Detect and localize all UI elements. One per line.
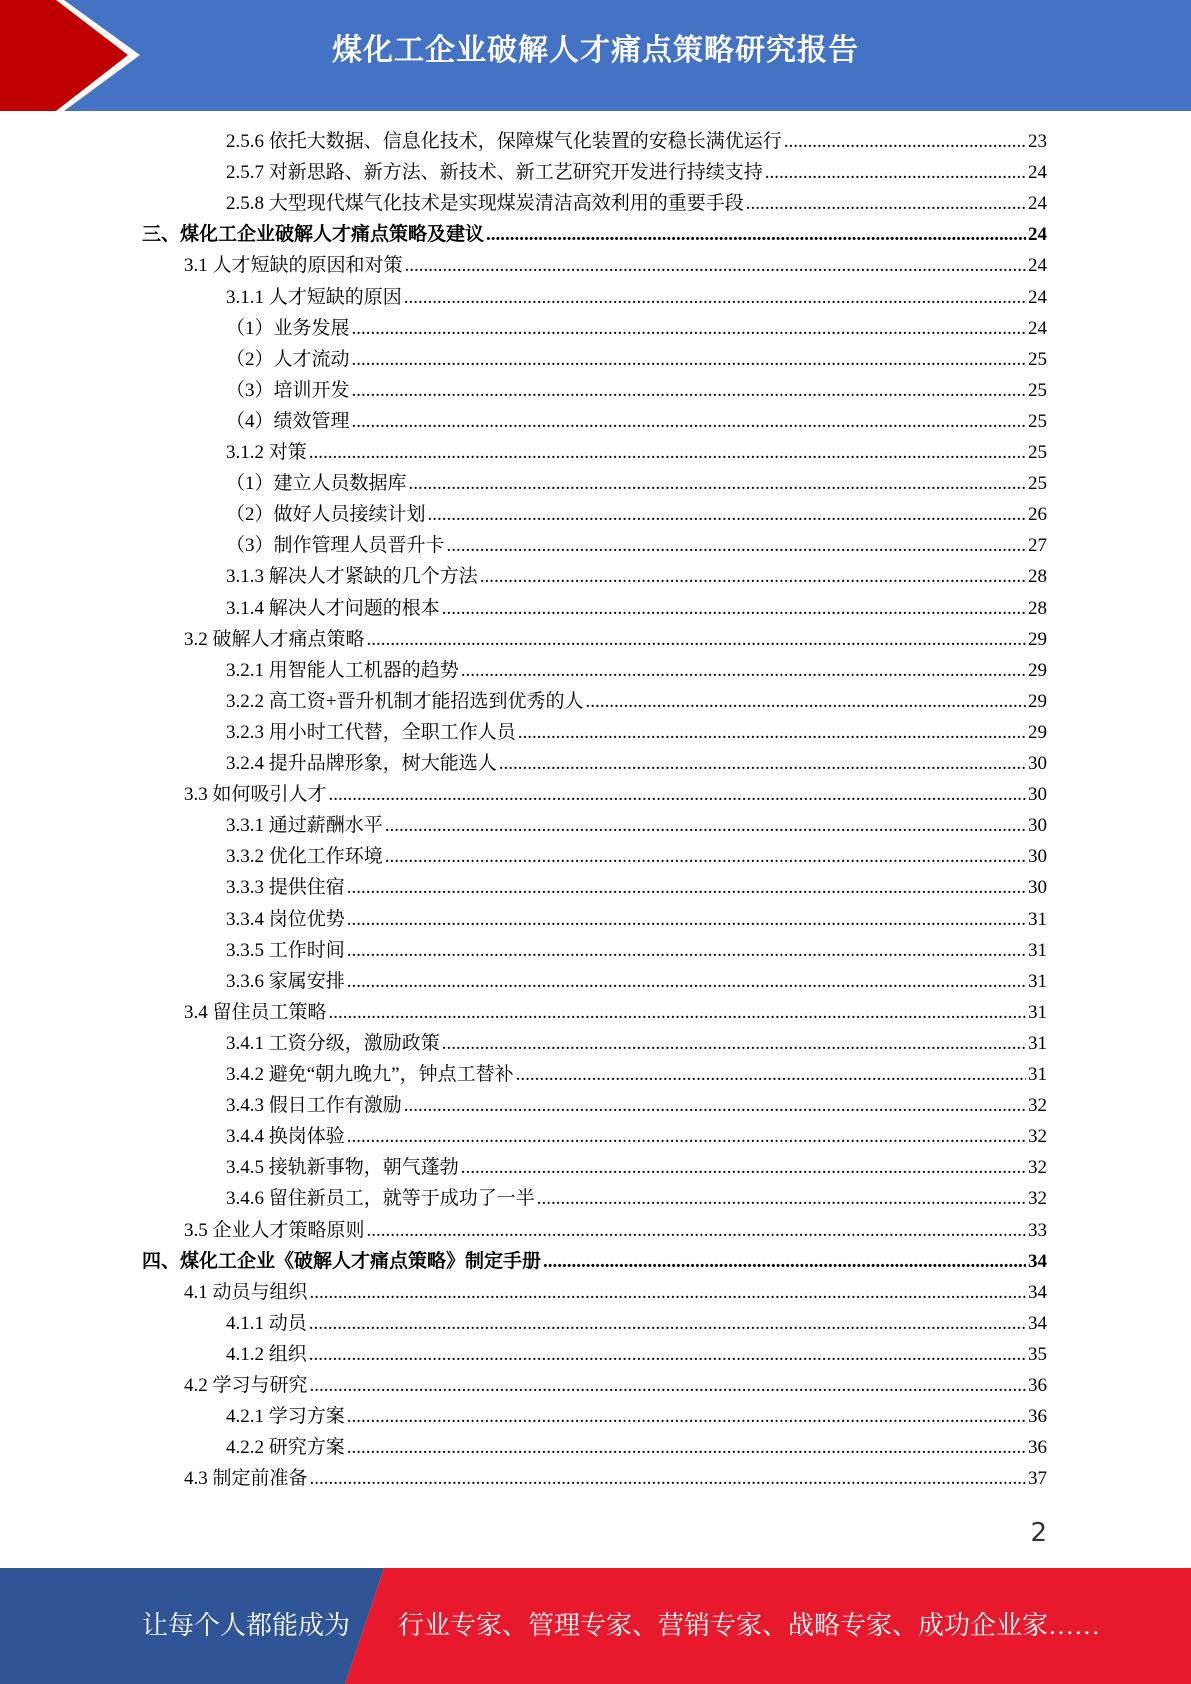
toc-entry-title: 培训开发: [273, 379, 350, 401]
toc-dot-leader: [784, 126, 1026, 157]
toc-entry-number: 3.4.6: [226, 1188, 264, 1210]
toc-entry-page: 29: [1028, 659, 1047, 681]
toc-entry-title: 人才短缺的原因: [268, 286, 402, 308]
toc-entry-title: 研究方案: [268, 1437, 345, 1459]
toc-entry[interactable]: [184, 250, 1047, 281]
toc-dot-leader: [329, 779, 1026, 810]
toc-entry-title: 组织: [268, 1343, 307, 1365]
toc-dot-leader: [352, 313, 1026, 344]
toc-entry-title: 解决人才问题的根本: [268, 597, 440, 619]
toc-dot-leader: [309, 1308, 1026, 1339]
toc-dot-leader: [461, 1152, 1026, 1183]
toc-entry[interactable]: [184, 624, 1047, 655]
toc-entry-number: 四、: [142, 1250, 181, 1272]
toc-entry-page: 27: [1028, 535, 1047, 557]
toc-entry-number: 2.5.7: [226, 162, 264, 184]
toc-entry-page: 28: [1028, 566, 1047, 588]
toc-entry-title: 动员与组织: [212, 1281, 308, 1303]
toc-entry-page: 25: [1028, 379, 1047, 401]
toc-entry-number: 4.1: [184, 1281, 208, 1303]
header-title: 煤化工企业破解人才痛点策略研究报告: [332, 33, 859, 68]
footer-slogan-left: 让每个人都能成为: [142, 1611, 351, 1640]
toc-entry-number: 3.2.2: [226, 690, 264, 712]
toc-entry-page: 29: [1028, 628, 1047, 650]
toc-entry-number: 3.4.4: [226, 1126, 264, 1148]
toc-dot-leader: [585, 686, 1026, 717]
toc-dot-leader: [347, 966, 1026, 997]
toc-entry-title: 假日工作有激励: [268, 1095, 402, 1117]
toc-entry[interactable]: [226, 1090, 1047, 1121]
toc-entry[interactable]: [226, 1401, 1047, 1432]
toc-entry-page: 34: [1028, 1281, 1047, 1303]
toc-entry-page: 25: [1028, 473, 1047, 495]
toc-entry-page: 31: [1028, 1064, 1047, 1085]
toc-entry-title: 制定前准备: [212, 1468, 308, 1490]
toc-entry-page: 30: [1028, 753, 1047, 774]
toc-entry-page: 29: [1028, 690, 1047, 712]
toc-entry-page: 32: [1028, 1095, 1047, 1117]
toc-entry[interactable]: [226, 282, 1047, 313]
toc-entry-number: 3.2.1: [226, 659, 264, 681]
toc-entry-title: 大型现代煤气化技术是实现煤炭清洁高效利用的重要手段: [268, 193, 744, 215]
toc-dot-leader: [385, 810, 1026, 841]
toc-entry-number: 3.4: [184, 1001, 208, 1023]
toc-entry-number: 3.1.3: [226, 566, 264, 588]
footer-slogan-right: 行业专家、管理专家、营销专家、战略专家、成功企业家……: [398, 1611, 1101, 1640]
toc-entry-page: 24: [1028, 193, 1047, 215]
toc-dot-leader: [404, 1090, 1026, 1121]
toc-entry-title: 绩效管理: [273, 410, 350, 432]
toc-entry[interactable]: [184, 1370, 1047, 1401]
toc-entry-title: 岗位优势: [268, 908, 345, 930]
toc-dot-leader: [543, 1246, 1026, 1277]
toc-dot-leader: [352, 375, 1026, 406]
page-header: [0, 0, 1191, 111]
toc-entry-title: 优化工作环境: [268, 846, 383, 868]
toc-dot-leader: [385, 841, 1026, 872]
toc-entry[interactable]: [226, 593, 1047, 624]
toc-entry[interactable]: [226, 126, 1047, 157]
toc-dot-leader: [347, 1401, 1026, 1432]
toc-entry-title: 对策: [268, 442, 307, 463]
toc-dot-leader: [329, 997, 1026, 1028]
toc-entry-title: 依托大数据、信息化技术，保障煤气化装置的安稳长满优运行: [268, 131, 782, 152]
toc-dot-leader: [537, 1183, 1026, 1214]
toc-entry-title: 高工资+晋升机制才能招选到优秀的人: [268, 690, 584, 712]
toc-dot-leader: [347, 935, 1026, 966]
toc-entry-page: 37: [1028, 1468, 1047, 1490]
toc-dot-leader: [310, 1370, 1026, 1401]
toc-entry-number: 3.4.1: [226, 1032, 264, 1054]
toc-entry[interactable]: [226, 717, 1047, 748]
toc-entry-title: 工作时间: [268, 939, 345, 961]
toc-entry-page: 31: [1028, 1032, 1047, 1054]
toc-entry-title: 煤化工企业破解人才痛点策略及建议: [180, 224, 485, 246]
toc-entry-number: 3.4.3: [226, 1095, 264, 1117]
toc-entry[interactable]: [226, 1308, 1047, 1339]
toc-entry-title: 学习方案: [268, 1406, 345, 1428]
toc-entry-title: 动员: [268, 1312, 307, 1334]
toc-entry-title: 留住新员工，就等于成功了一半: [268, 1188, 535, 1210]
toc-dot-leader: [367, 624, 1026, 655]
toc-entry-number: 4.2: [184, 1375, 208, 1396]
toc-entry-title: 企业人才策略原则: [212, 1219, 365, 1241]
toc-entry[interactable]: [226, 157, 1047, 188]
toc-entry-title: 换岗体验: [268, 1126, 345, 1148]
toc-dot-leader: [499, 748, 1026, 779]
toc-entry[interactable]: [184, 779, 1047, 810]
toc-entry-page: 34: [1028, 1312, 1047, 1334]
toc-entry-page: 24: [1028, 162, 1047, 184]
toc-entry[interactable]: [226, 1183, 1047, 1214]
toc-entry[interactable]: [226, 1059, 1047, 1090]
toc-entry[interactable]: [226, 748, 1047, 779]
toc-dot-leader: [518, 717, 1026, 748]
toc-entry-title: 用智能人工机器的趋势: [268, 659, 459, 681]
toc-dot-leader: [486, 219, 1026, 250]
toc-entry-number: 3.3.3: [226, 877, 264, 899]
toc-entry[interactable]: [226, 966, 1047, 997]
toc-entry[interactable]: [226, 655, 1047, 686]
toc-dot-leader: [347, 1121, 1026, 1152]
toc-entry-title: 家属安排: [268, 970, 345, 992]
toc-entry-title: 避免“朝九晚九”，钟点工替补: [268, 1064, 514, 1085]
toc-dot-leader: [442, 593, 1026, 624]
toc-entry-page: 36: [1028, 1437, 1047, 1459]
toc-entry-number: （3）: [226, 379, 274, 401]
toc-entry-title: 人才短缺的原因和对策: [212, 255, 403, 277]
toc-dot-leader: [367, 1215, 1026, 1246]
toc-entry-page: 30: [1028, 784, 1047, 806]
toc-entry[interactable]: [226, 499, 1047, 530]
toc-entry-number: 3.1.4: [226, 597, 264, 619]
toc-entry[interactable]: [142, 219, 1047, 250]
toc-dot-leader: [310, 1277, 1026, 1308]
toc-entry-title: 如何吸引人才: [212, 784, 327, 806]
toc-dot-leader: [347, 872, 1026, 903]
toc-entry-page: 31: [1028, 908, 1047, 930]
toc-entry-number: 4.2.2: [226, 1437, 264, 1459]
toc-entry-page: 30: [1028, 846, 1047, 868]
toc-dot-leader: [442, 1028, 1026, 1059]
toc-entry[interactable]: [226, 375, 1047, 406]
toc-entry-page: 24: [1028, 286, 1047, 308]
toc-entry-number: 3.3: [184, 784, 208, 806]
toc-entry[interactable]: [226, 935, 1047, 966]
toc-entry-number: 4.3: [184, 1468, 208, 1490]
toc-entry-page: 30: [1028, 877, 1047, 899]
toc-entry[interactable]: [226, 437, 1047, 468]
toc-entry-title: 人才流动: [273, 348, 350, 370]
toc-entry[interactable]: [142, 1246, 1047, 1277]
toc-entry-page: 25: [1028, 442, 1047, 463]
toc-entry-number: （1）: [226, 317, 274, 339]
toc-dot-leader: [480, 561, 1026, 592]
toc-entry-number: 3.3.6: [226, 970, 264, 992]
toc-dot-leader: [405, 250, 1026, 281]
toc-dot-leader: [309, 1339, 1026, 1370]
toc-entry-number: 3.1.2: [226, 442, 264, 463]
toc-dot-leader: [352, 344, 1026, 375]
toc-dot-leader: [310, 1463, 1026, 1494]
toc-entry-number: 3.1: [184, 255, 208, 277]
toc-entry-number: 4.2.1: [226, 1406, 264, 1428]
toc-dot-leader: [404, 282, 1026, 313]
toc-entry-page: 33: [1028, 1219, 1047, 1241]
toc-entry-page: 25: [1028, 410, 1047, 432]
toc-dot-leader: [347, 904, 1026, 935]
toc-entry[interactable]: [184, 997, 1047, 1028]
toc-entry-number: 2.5.6: [226, 131, 264, 152]
toc-entry[interactable]: [226, 872, 1047, 903]
toc-entry-title: 提升品牌形象，树大能选人: [268, 753, 497, 774]
toc-entry[interactable]: [184, 1277, 1047, 1308]
toc-entry-number: 3.3.5: [226, 939, 264, 961]
toc-entry-number: 4.1.1: [226, 1312, 264, 1334]
toc-entry[interactable]: [226, 188, 1047, 219]
toc-entry[interactable]: [226, 561, 1047, 592]
toc-entry-title: 煤化工企业《破解人才痛点策略》制定手册: [180, 1250, 542, 1272]
toc-entry[interactable]: [226, 344, 1047, 375]
toc-entry-title: 用小时工代替，全职工作人员: [268, 721, 516, 743]
toc-entry-title: 做好人员接续计划: [273, 504, 426, 526]
toc-entry-number: （4）: [226, 410, 274, 432]
toc-dot-leader: [428, 499, 1026, 530]
toc-entry-title: 对新思路、新方法、新技术、新工艺研究开发进行持续支持: [268, 162, 763, 184]
toc-entry-page: 31: [1028, 1001, 1047, 1023]
toc-entry-number: 3.2.4: [226, 753, 264, 774]
toc-entry[interactable]: [226, 1121, 1047, 1152]
toc-entry-page: 34: [1028, 1250, 1047, 1272]
toc-entry[interactable]: [226, 841, 1047, 872]
toc-entry-number: （2）: [226, 504, 274, 526]
toc-entry-page: 29: [1028, 721, 1047, 743]
toc-entry-title: 留住员工策略: [212, 1001, 327, 1023]
toc-entry[interactable]: [226, 406, 1047, 437]
toc-entry-number: （1）: [226, 473, 274, 495]
toc-entry[interactable]: [226, 530, 1047, 561]
toc-entry-number: 3.3.1: [226, 815, 264, 837]
toc-entry-page: 32: [1028, 1188, 1047, 1210]
toc-entry-page: 31: [1028, 970, 1047, 992]
toc-dot-leader: [352, 406, 1026, 437]
toc-entry-title: 提供住宿: [268, 877, 345, 899]
toc-entry-page: 35: [1028, 1343, 1047, 1365]
toc-entry-title: 解决人才紧缺的几个方法: [268, 566, 478, 588]
toc-entry-page: 32: [1028, 1157, 1047, 1179]
toc-dot-leader: [516, 1059, 1026, 1090]
toc-entry[interactable]: [226, 1152, 1047, 1183]
toc-dot-leader: [347, 1432, 1026, 1463]
toc-entry-page: 24: [1028, 255, 1047, 277]
toc-entry-page: 25: [1028, 348, 1047, 370]
toc-entry[interactable]: [226, 904, 1047, 935]
toc-entry[interactable]: [226, 1432, 1047, 1463]
toc-dot-leader: [765, 157, 1026, 188]
toc-entry-number: 3.2: [184, 628, 208, 650]
toc-dot-leader: [409, 468, 1026, 499]
toc-entry-number: （3）: [226, 535, 274, 557]
toc-entry[interactable]: [226, 810, 1047, 841]
toc-entry-title: 工资分级，激励政策: [268, 1032, 440, 1054]
toc-entry-number: 三、: [142, 224, 181, 246]
toc-entry[interactable]: [184, 1463, 1047, 1494]
toc-entry-title: 破解人才痛点策略: [212, 628, 365, 650]
toc-entry[interactable]: [226, 686, 1047, 717]
toc-entry[interactable]: [226, 468, 1047, 499]
toc-dot-leader: [746, 188, 1026, 219]
toc-entry-number: 4.1.2: [226, 1343, 264, 1365]
toc-entry[interactable]: [226, 1028, 1047, 1059]
toc-entry-page: 32: [1028, 1126, 1047, 1148]
toc-entry-page: 30: [1028, 815, 1047, 837]
toc-entry-page: 23: [1028, 131, 1047, 152]
toc-entry-number: 3.2.3: [226, 721, 264, 743]
page-number: 2: [1030, 1518, 1047, 1548]
toc-entry-page: 24: [1028, 224, 1047, 246]
toc-entry-title: 业务发展: [273, 317, 350, 339]
toc-dot-leader: [309, 437, 1026, 468]
toc-entry-page: 36: [1028, 1406, 1047, 1428]
toc-entry-title: 学习与研究: [212, 1375, 308, 1396]
toc-entry-title: 通过薪酬水平: [268, 815, 383, 837]
toc-entry-page: 31: [1028, 939, 1047, 961]
toc-entry-number: 3.1.1: [226, 286, 264, 308]
toc-entry[interactable]: [226, 313, 1047, 344]
page-footer: [0, 1568, 1191, 1684]
toc-entry[interactable]: [226, 1339, 1047, 1370]
toc-dot-leader: [461, 655, 1026, 686]
toc-entry-number: 3.4.2: [226, 1064, 264, 1085]
toc-entry-page: 26: [1028, 504, 1047, 526]
toc-entry-title: 接轨新事物，朝气蓬勃: [268, 1157, 459, 1179]
toc-entry-number: 3.5: [184, 1219, 208, 1241]
toc-entry-number: 3.3.4: [226, 908, 264, 930]
toc-entry-number: 3.3.2: [226, 846, 264, 868]
toc-entry-number: （2）: [226, 348, 274, 370]
toc-entry-number: 2.5.8: [226, 193, 264, 215]
toc-entry[interactable]: [184, 1215, 1047, 1246]
toc-entry-title: 建立人员数据库: [273, 473, 407, 495]
toc-dot-leader: [447, 530, 1026, 561]
toc-entry-title: 制作管理人员晋升卡: [273, 535, 445, 557]
toc-entry-page: 36: [1028, 1375, 1047, 1396]
toc-entry-page: 24: [1028, 317, 1047, 339]
toc-entry-number: 3.4.5: [226, 1157, 264, 1179]
toc-entry-page: 28: [1028, 597, 1047, 619]
